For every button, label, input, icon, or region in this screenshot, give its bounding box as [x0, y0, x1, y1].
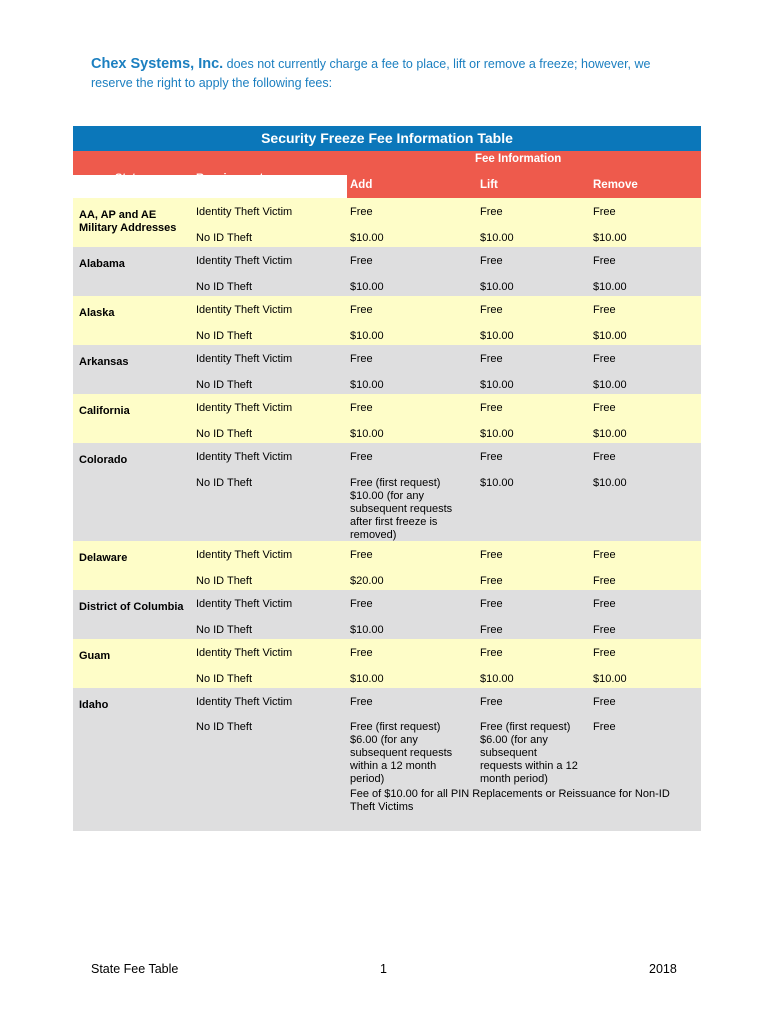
victim-lift-cell: Free	[480, 353, 503, 365]
victim-remove-cell: Free	[593, 353, 616, 365]
table-header	[73, 151, 701, 198]
victim-remove-cell: Free	[593, 598, 616, 610]
victim-remove-cell: Free	[593, 696, 616, 708]
state-name: Alaska	[79, 307, 115, 319]
noid-req-cell: No ID Theft	[196, 428, 253, 440]
victim-req-cell: Identity Theft Victim	[196, 598, 293, 610]
noid-req-cell: No ID Theft	[196, 721, 253, 733]
noid-lift-cell: Free	[480, 575, 503, 587]
victim-req-cell: Identity Theft Victim	[196, 549, 293, 561]
footer-title: State Fee Table	[91, 962, 179, 976]
noid-req-cell: No ID Theft	[196, 232, 253, 244]
company-name: Chex Systems, Inc.	[91, 56, 224, 72]
table-row	[73, 443, 701, 541]
noid-remove-cell: Free	[593, 721, 616, 733]
header-fee-information: Fee Information	[475, 153, 562, 165]
state-name: Alabama	[79, 258, 125, 270]
noid-add-cell: $10.00	[350, 232, 384, 244]
header-add: Add	[350, 179, 373, 191]
victim-remove-cell: Free	[593, 549, 616, 561]
state-name: Arkansas	[79, 356, 129, 368]
table-row	[73, 541, 701, 590]
victim-lift-cell: Free	[480, 647, 503, 659]
victim-req-cell: Identity Theft Victim	[196, 255, 293, 267]
noid-lift-cell: Free (first request) $6.00 (for any subsequent requests within a 12 month period)	[480, 721, 578, 785]
table-row	[73, 296, 701, 345]
noid-lift-cell: $10.00	[480, 428, 514, 440]
noid-add-cell: $10.00	[350, 379, 384, 391]
noid-add-cell: $20.00	[350, 575, 384, 587]
victim-req-cell: Identity Theft Victim	[196, 696, 293, 708]
victim-add-cell: Free	[350, 598, 373, 610]
noid-add-cell: $10.00	[350, 673, 384, 685]
noid-req-cell: No ID Theft	[196, 575, 253, 587]
victim-remove-cell: Free	[593, 647, 616, 659]
table-body	[73, 198, 701, 831]
noid-req-cell: No ID Theft	[196, 379, 253, 391]
state-name: District of Columbia	[79, 601, 184, 613]
victim-req-cell: Identity Theft Victim	[196, 304, 293, 316]
victim-add-cell: Free	[350, 402, 373, 414]
page-number: 1	[380, 962, 387, 976]
noid-add-cell: Free (first request) $6.00 (for any subsequent requests within a 12 month period)	[350, 721, 453, 785]
victim-lift-cell: Free	[480, 549, 503, 561]
noid-lift-cell: $10.00	[480, 379, 514, 391]
noid-lift-cell: $10.00	[480, 232, 514, 244]
noid-remove-cell: $10.00	[593, 330, 627, 342]
fee-note: Fee of $10.00 for all PIN Replacements or Reissuance for Non-ID Theft Victims	[350, 788, 670, 813]
footer-year: 2018	[649, 962, 677, 976]
table-row	[73, 590, 701, 639]
noid-req-cell: No ID Theft	[196, 330, 253, 342]
table-row	[73, 394, 701, 443]
noid-lift-cell: $10.00	[480, 477, 514, 489]
noid-remove-cell: Free	[593, 575, 616, 587]
noid-add-cell: $10.00	[350, 624, 384, 636]
table-row	[73, 639, 701, 688]
state-name: Delaware	[79, 552, 128, 564]
noid-req-cell: No ID Theft	[196, 673, 253, 685]
victim-add-cell: Free	[350, 696, 373, 708]
victim-lift-cell: Free	[480, 304, 503, 316]
noid-remove-cell: $10.00	[593, 281, 627, 293]
noid-add-cell: $10.00	[350, 428, 384, 440]
victim-remove-cell: Free	[593, 402, 616, 414]
state-name: Guam	[79, 650, 111, 662]
victim-lift-cell: Free	[480, 206, 503, 218]
table-row	[73, 198, 701, 247]
victim-req-cell: Identity Theft Victim	[196, 647, 293, 659]
header-remove: Remove	[593, 179, 638, 191]
victim-remove-cell: Free	[593, 304, 616, 316]
victim-add-cell: Free	[350, 304, 373, 316]
noid-req-cell: No ID Theft	[196, 281, 253, 293]
noid-add-cell: $10.00	[350, 281, 384, 293]
noid-add-cell: $10.00	[350, 330, 384, 342]
noid-remove-cell: $10.00	[593, 477, 627, 489]
header-lift: Lift	[480, 179, 498, 191]
state-name: AA, AP and AE Military Addresses	[79, 209, 177, 234]
fee-table	[73, 126, 701, 831]
noid-remove-cell: $10.00	[593, 379, 627, 391]
victim-lift-cell: Free	[480, 451, 503, 463]
noid-remove-cell: $10.00	[593, 232, 627, 244]
intro-paragraph	[91, 55, 691, 93]
victim-req-cell: Identity Theft Victim	[196, 451, 293, 463]
victim-add-cell: Free	[350, 549, 373, 561]
noid-lift-cell: Free	[480, 624, 503, 636]
victim-lift-cell: Free	[480, 598, 503, 610]
noid-req-cell: No ID Theft	[196, 624, 253, 636]
state-name: Idaho	[79, 699, 109, 711]
noid-req-cell: No ID Theft	[196, 477, 253, 489]
noid-lift-cell: $10.00	[480, 673, 514, 685]
victim-req-cell: Identity Theft Victim	[196, 402, 293, 414]
victim-remove-cell: Free	[593, 255, 616, 267]
victim-req-cell: Identity Theft Victim	[196, 353, 293, 365]
state-name: Colorado	[79, 454, 128, 466]
noid-add-cell: Free (first request) $10.00 (for any subsequent requests after first freeze is removed)	[350, 477, 453, 541]
noid-lift-cell: $10.00	[480, 330, 514, 342]
victim-lift-cell: Free	[480, 255, 503, 267]
noid-remove-cell: $10.00	[593, 428, 627, 440]
noid-remove-cell: $10.00	[593, 673, 627, 685]
noid-lift-cell: $10.00	[480, 281, 514, 293]
table-row	[73, 247, 701, 296]
victim-add-cell: Free	[350, 255, 373, 267]
header-mask	[73, 175, 347, 198]
victim-lift-cell: Free	[480, 402, 503, 414]
table-title: Security Freeze Fee Information Table	[73, 126, 701, 151]
table-row	[73, 345, 701, 394]
victim-add-cell: Free	[350, 451, 373, 463]
intro-text: does not currently charge a fee to place, lift or remove a freeze; however, we reserve the right to apply the following fees:	[91, 57, 651, 90]
victim-remove-cell: Free	[593, 451, 616, 463]
victim-lift-cell: Free	[480, 696, 503, 708]
victim-add-cell: Free	[350, 353, 373, 365]
state-name: California	[79, 405, 130, 417]
victim-add-cell: Free	[350, 647, 373, 659]
victim-remove-cell: Free	[593, 206, 616, 218]
victim-add-cell: Free	[350, 206, 373, 218]
table-row	[73, 688, 701, 831]
victim-req-cell: Identity Theft Victim	[196, 206, 293, 218]
noid-remove-cell: Free	[593, 624, 616, 636]
